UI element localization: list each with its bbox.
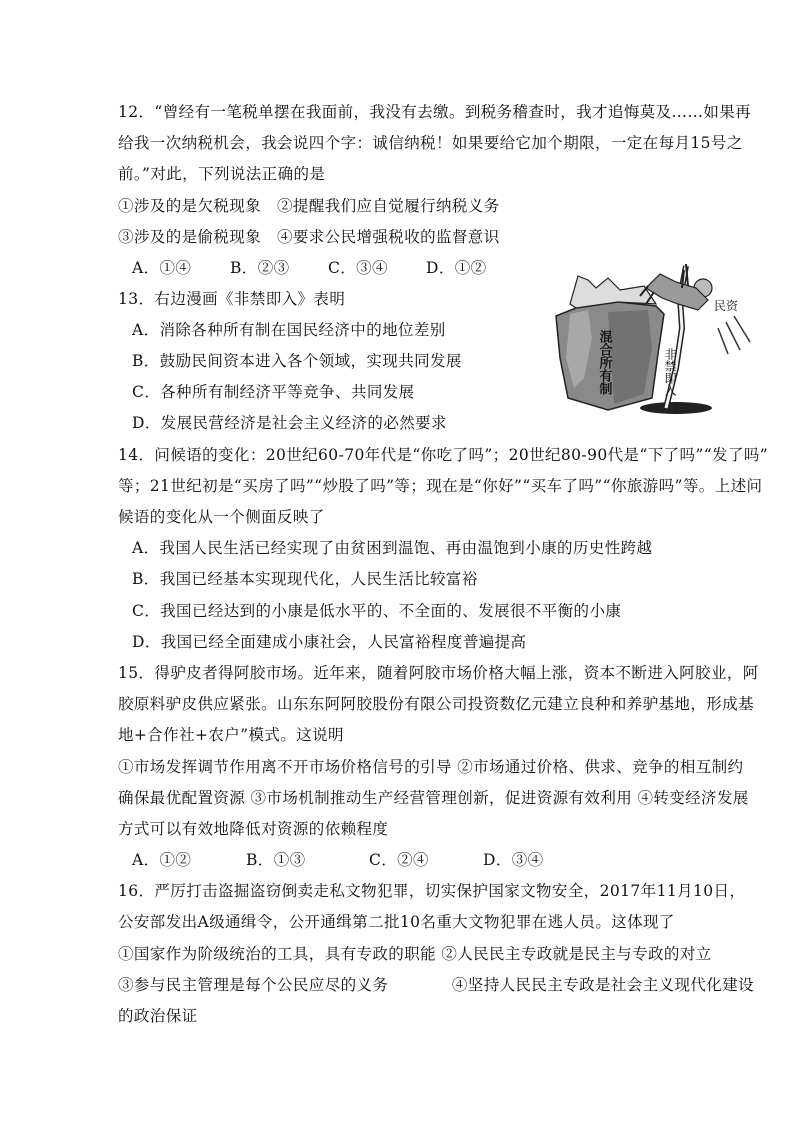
q15-item-line-2: 确保最优配置资源 ③市场机制推动生产经营管理创新，促进资源有效利用 ④转变经济发展	[118, 789, 749, 807]
q16-item-line-2: ③参与民主管理是每个公民应尽的义务 ④坚持人民民主专政是社会主义现代化建设	[118, 976, 755, 994]
q14-option-b: B．我国已经基本实现现代化，人民生活比较富裕	[132, 570, 478, 588]
q15-choice-d: D．③④	[483, 851, 544, 869]
q12-item-line-1: ①涉及的是欠税现象 ②提醒我们应自觉履行纳税义务	[118, 197, 500, 215]
pole-label: 非禁即入	[663, 348, 677, 396]
pot-label: 混合所有制	[596, 330, 612, 395]
q15-choice-c: C．②④	[369, 851, 429, 869]
q13-option-b: B．鼓励民间资本进入各个领域，实现共同发展	[132, 352, 462, 370]
q15-item-line-1: ①市场发挥调节作用离不开市场价格信号的引导 ②市场通过价格、供求、竞争的相互制约	[118, 758, 744, 776]
q13-option-d: D．发展民营经济是社会主义经济的必然要求	[132, 414, 447, 432]
q14-option-c: C．我国已经达到的小康是低水平的、不全面的、发展很不平衡的小康	[132, 602, 622, 620]
q13-stem: 13．右边漫画《非禁即入》表明	[118, 290, 346, 308]
q13-option-c: C．各种所有制经济平等竞争、共同发展	[132, 383, 415, 401]
q12-stem-line-3: 前。”对此，下列说法正确的是	[118, 165, 326, 183]
q12-choice-a: A．①④	[132, 259, 192, 277]
q13-option-a: A．消除各种所有制在国民经济中的地位差别	[132, 321, 446, 339]
q15-choice-a: A．①②	[132, 851, 192, 869]
q16-item-line-3: 的政治保证	[118, 1007, 198, 1025]
q12-stem-line-1: 12．“曾经有一笔税单摆在我面前，我没有去缴。到税务稽查时，我才追悔莫及……如果再	[118, 103, 752, 121]
q15-stem-line-1: 15．得驴皮者得阿胶市场。近年来，随着阿胶市场价格大幅上涨，资本不断进入阿胶业，阿	[118, 664, 759, 682]
q14-stem-line-1: 14．问候语的变化：20世纪60-70年代是“你吃了吗”；20世纪80-90代是“下了吗”“发了吗”	[118, 446, 769, 464]
q12-stem-line-2: 给我一次纳税机会，我会说四个字：诚信纳税！如果要给它加个期限，一定在每月15号之	[118, 134, 743, 152]
q16-item-line-1: ①国家作为阶级统治的工具，具有专政的职能 ②人民民主专政就是民主与专政的对立	[118, 945, 712, 963]
q12-choice-c: C．③④	[328, 259, 388, 277]
cartoon-image	[548, 258, 760, 416]
person-body	[646, 274, 708, 310]
q15-stem-line-2: 胶原料驴皮供应紧张。山东东阿阿胶股份有限公司投资数亿元建立良种和养驴基地，形成基	[118, 695, 755, 713]
q14-option-d: D．我国已经全面建成小康社会，人民富裕程度普遍提高	[132, 633, 527, 651]
q14-stem-line-2: 等；21世纪初是“买房了吗”“炒股了吗”等；现在是“你好”“买车了吗”“你旅游吗”等。上述问	[118, 477, 763, 495]
q15-choice-b: B．①③	[246, 851, 306, 869]
q15-stem-line-3: 地+合作社+农户”模式。这说明	[118, 726, 344, 744]
q12-choice-d: D．①②	[426, 259, 487, 277]
q15-item-line-3: 方式可以有效地降低对资源的依赖程度	[118, 820, 389, 838]
motion-lines	[718, 316, 750, 354]
hole-shape	[640, 402, 712, 414]
q14-stem-line-3: 候语的变化从一个侧面反映了	[118, 508, 325, 526]
person-label: 民资	[714, 299, 739, 313]
q16-stem-line-2: 公安部发出A级通缉令，公开通缉第二批10名重大文物犯罪在逃人员。这体现了	[118, 913, 675, 931]
q16-stem-line-1: 16．严厉打击盗掘盗窃倒卖走私文物犯罪，切实保护国家文物安全，2017年11月10日，	[118, 882, 746, 900]
q12-item-line-2: ③涉及的是偷税现象 ④要求公民增强税收的监督意识	[118, 228, 500, 246]
q12-choice-b: B．②③	[230, 259, 290, 277]
q14-option-a: A．我国人民生活已经实现了由贫困到温饱、再由温饱到小康的历史性跨越	[132, 539, 653, 557]
